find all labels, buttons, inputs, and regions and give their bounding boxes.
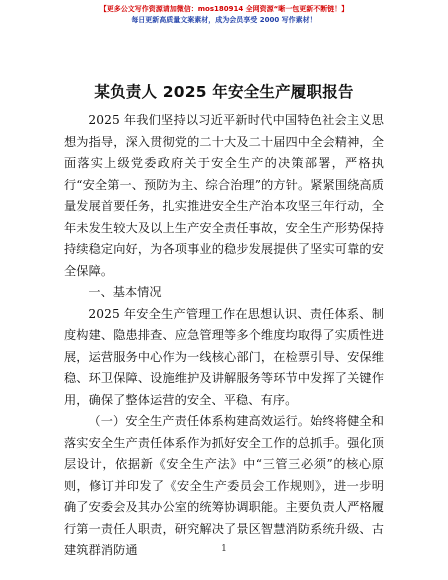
promo-banner-line2: 每日更新高质量文案素材，成为会员享受 2000 写作素材！	[131, 16, 317, 24]
document-body	[64, 110, 384, 562]
document-title: 某负责人 2025 年安全生产履职报告	[94, 83, 354, 101]
basic-situation-paragraph: 2025 年安全生产管理工作在思想认识、责任体系、制度构建、隐患排查、应急管理等多个维度均取得了实质性进展，运营服务中心作为一线核心部门，在检票引导、安保维稳、环卫保障、设施维护及讲解服务等环节中发挥了关键作用，确保了整体运营的安全、平稳、有序。	[64, 306, 384, 407]
promo-banner	[0, 4, 448, 26]
promo-banner-line1: 【更多公文写作资源请加微信：mos180914 全网资源“晰一包更新不断链！】	[99, 5, 349, 13]
page-number: 1	[221, 544, 227, 554]
section-heading-basic-situation: 一、基本情况	[88, 285, 162, 299]
intro-paragraph: 2025 年我们坚持以习近平新时代中国特色社会主义思想为指导，深入贯彻党的二十大及二十届四中全会精神，全面落实上级党委政府关于安全生产的决策部署，严格执行“安全第一、预防为主、综合治理”的方针。紧紧围绕高质量发展首要任务，扎实推进安全生产治本攻坚三年行动，全年未发生较大及以上生产安全责任事故，安全生产形势保持持续稳定向好，为各项事业的稳步发展提供了坚实可靠的安全保障。	[64, 113, 384, 278]
responsibility-system-paragraph: （一）安全生产责任体系构建高效运行。始终将健全和落实安全生产责任体系作为抓好安全工作的总抓手。强化顶层设计，依据新《安全生产法》中“三管三必须”的核心原则，修订并印发了《安全生产委员会工作规则》，进一步明确了安委会及其办公室的统筹协调职能。主要负责人严格履行第一责任人职责，研究解决了景区智慧消防系统升级、古建筑群消防通	[64, 414, 384, 557]
